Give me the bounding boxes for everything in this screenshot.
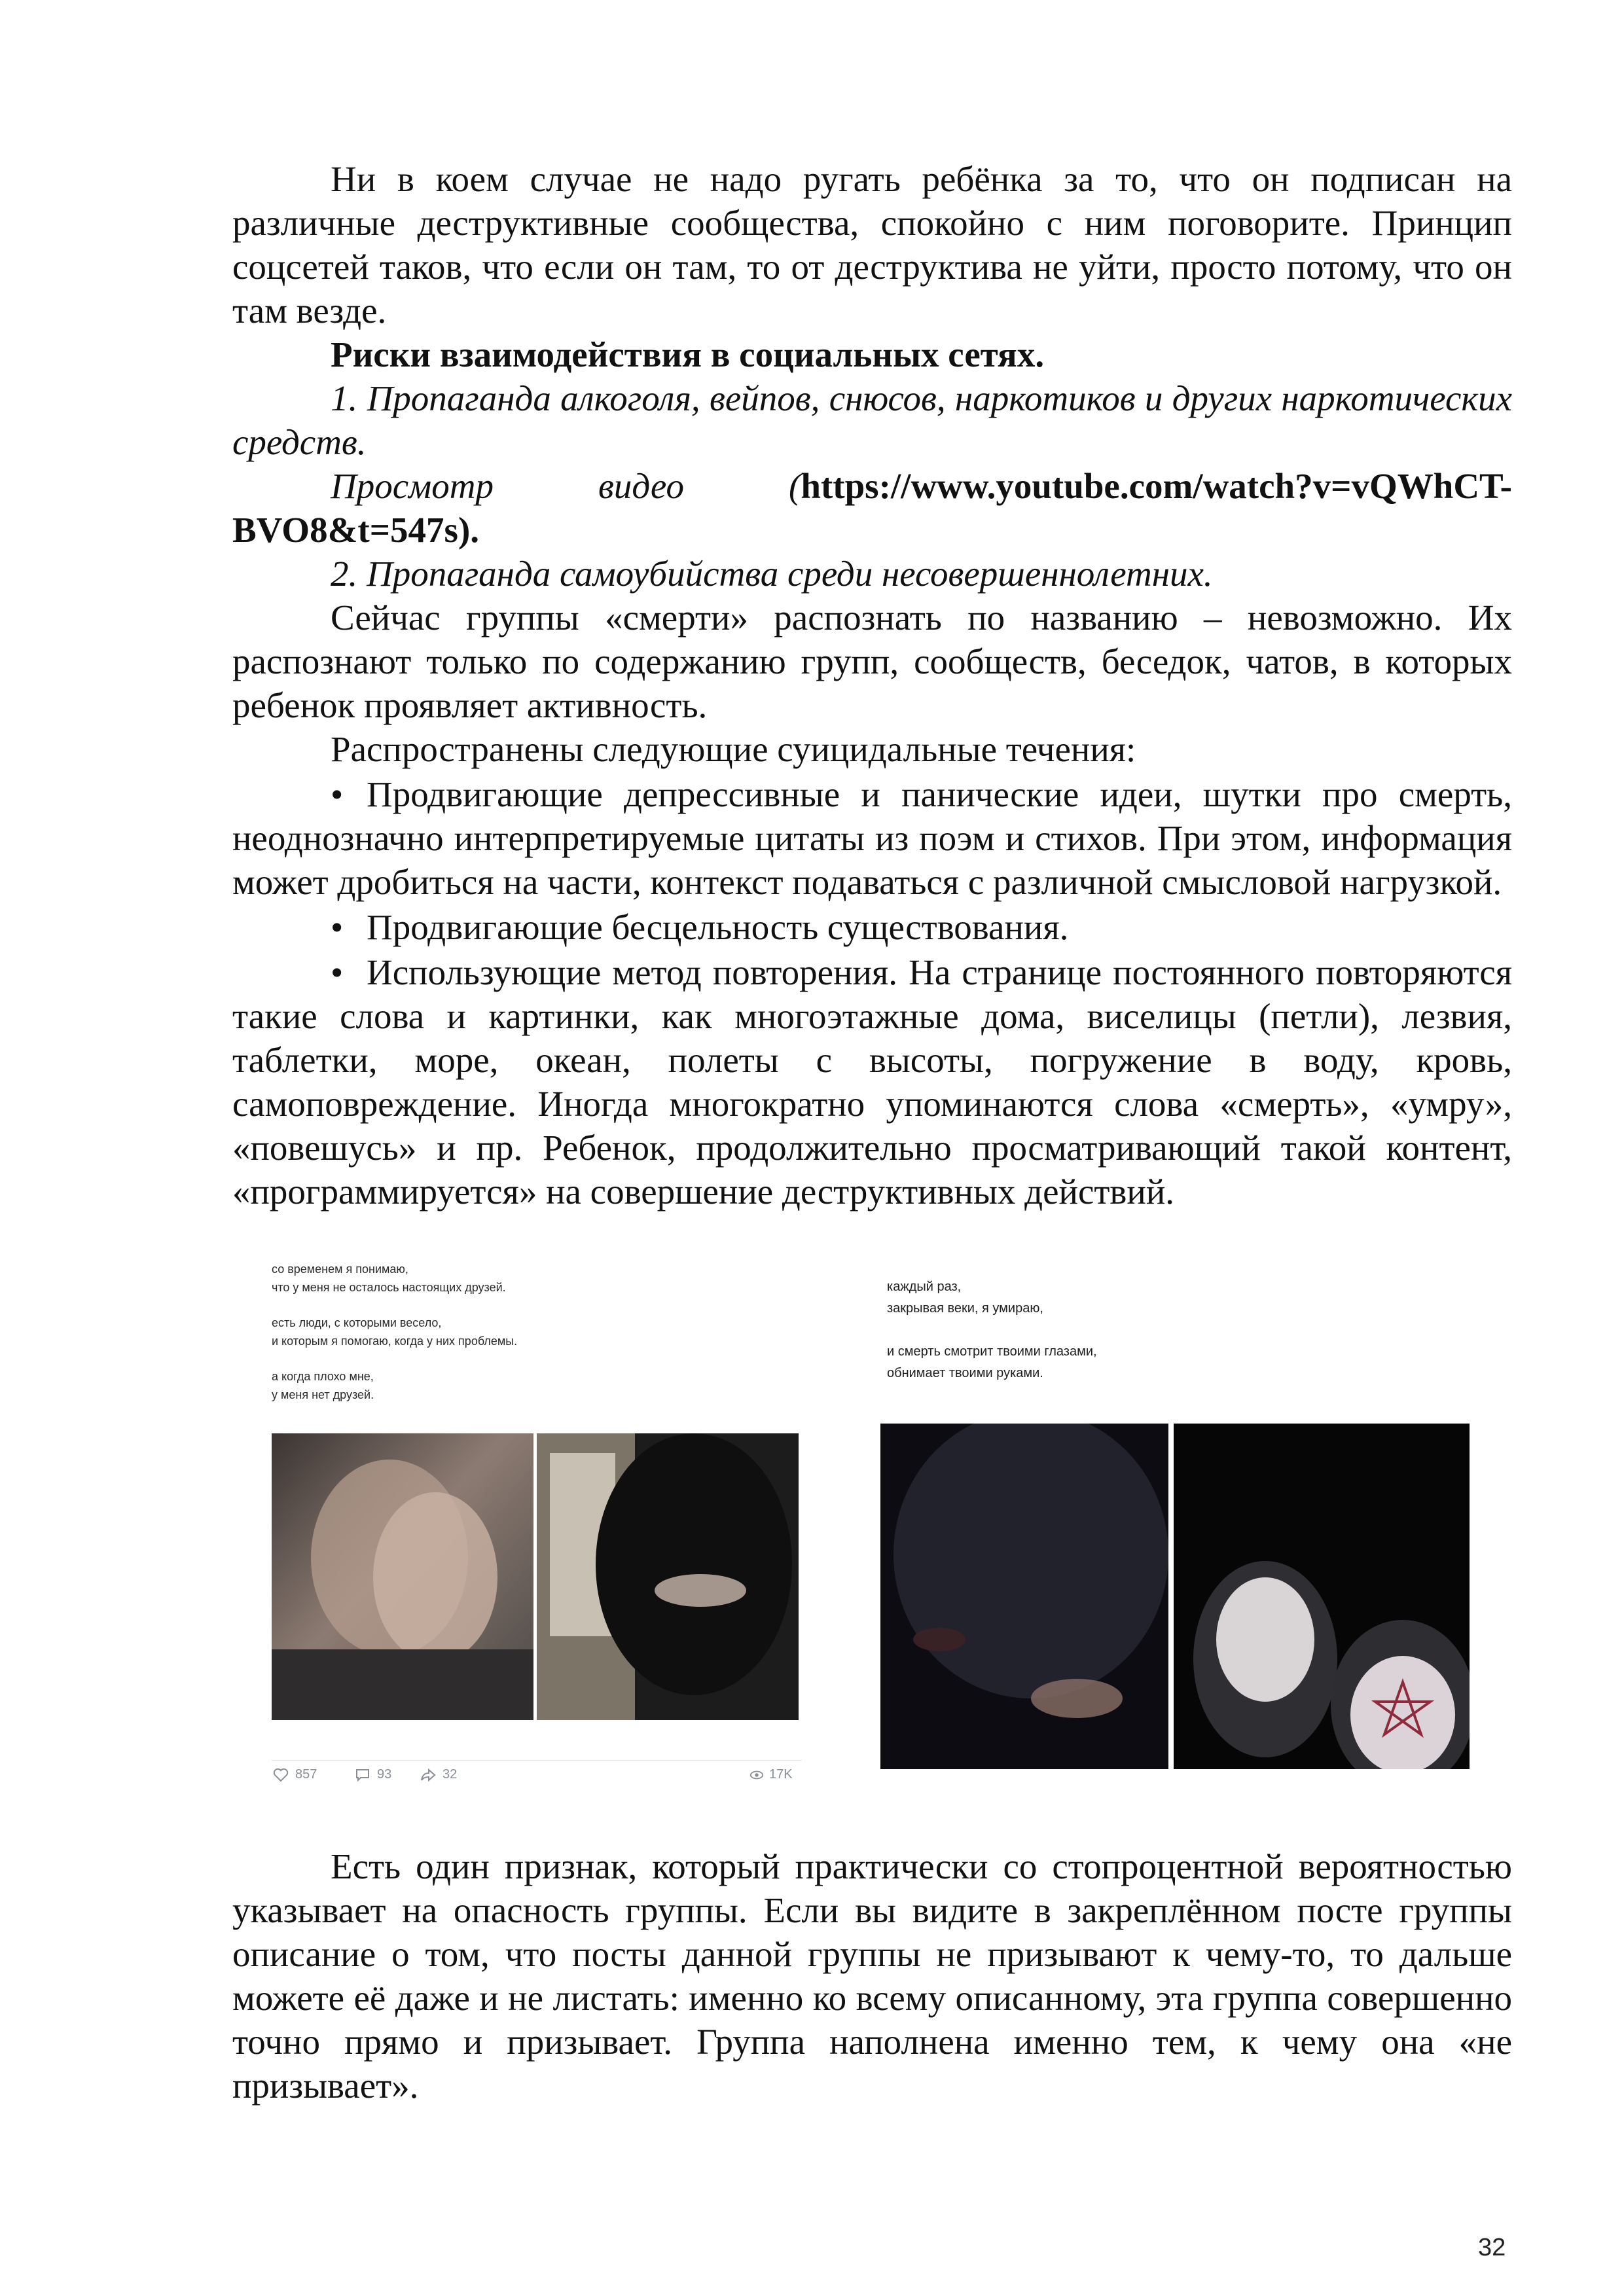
risk-item-1: 1. Пропаганда алкоголя, вейпов, снюсов, наркотиков и других наркотических средств. [232, 378, 1512, 462]
post-1-caption: со временем я понимаю, что у меня не осталось настоящих друзей. есть люди, с которыми весело, и которым я помогаю, когда у них проблемы. а когда плохо мне, у меня нет друзей. [272, 1263, 518, 1401]
paragraph-3: Распространены следующие суицидальные течения: [331, 729, 1136, 769]
bullet-item: • Использующие метод повторения. На странице постоянного повторяются такие слова и картинки, как многоэтажные дома, виселицы (петли), лезвия, таблетки, море, океан, полеты с высоты, погружение в воду, кровь, самоповреждение. Иногда многократно упоминаются слова «смерть», «умру», «повешусь» и пр. Ребенок, продолжительно просматривающий такой контент, «программируется» на совершение деструктивных действий. [232, 950, 1512, 1213]
comment-button[interactable]: 93 [353, 1767, 391, 1782]
video-link[interactable]: https://www.youtube.com/watch?v=vQWhCT-BVO8&t=547s). [232, 466, 1512, 550]
bullet-item: • Продвигающие бесцельность существования. [232, 905, 1512, 949]
bullet-item: • Продвигающие депрессивные и панические идеи, шутки про смерть, неоднозначно интерпретируемые цитаты из поэм и стихов. При этом, информация может дробиться на части, контекст подаваться с различной смысловой нагрузкой. [232, 772, 1512, 904]
example-posts [232, 1260, 1512, 1784]
comment-icon [353, 1768, 372, 1782]
closing-text [232, 1844, 1512, 2108]
bullet-dot-icon: • [331, 952, 344, 992]
post-2-photo-hands-dark [880, 1424, 1168, 1769]
social-post-1 [272, 1260, 802, 1784]
post-1-photo-crying-girl [272, 1433, 533, 1720]
post-1-photo-hooded-figure [537, 1433, 799, 1720]
paragraph-1: Ни в коем случае не надо ругать ребёнка за то, что он подписан на различные деструктивные сообщества, спокойно с ним поговорите. Принцип соцсетей таков, что если он там, то от деструктива не уйти, просто потому, что он там везде. [232, 159, 1512, 331]
post-2-photo-sneakers-dead [1174, 1424, 1470, 1769]
paragraph-4: Есть один признак, который практически со стопроцентной вероятностью указывает на опасность группы. Если вы видите в закреплённом посте группы описание о том, что посты данной группы не призывают к чему-то, то дальше можете её даже и не листать: именно ко всему описанному, эта группа совершенно точно прямо и призывает. Группа наполнена именно тем, к чему она «не призывает». [232, 1846, 1512, 2106]
share-arrow-icon [419, 1768, 437, 1782]
risk-item-2: 2. Пропаганда самоубийства среди несовершеннолетних. [331, 554, 1213, 594]
document-body [232, 157, 1512, 1213]
views-counter: 17K [749, 1767, 793, 1782]
share-button[interactable]: 32 [419, 1767, 457, 1782]
video-label: Просмотр видео ( [331, 466, 801, 506]
eye-icon [749, 1768, 764, 1782]
post-2-caption: каждый раз, закрывая веки, я умираю, и смерть смотрит твоими глазами, обнимает твоими руками. [887, 1280, 1097, 1380]
paragraph-2: Сейчас группы «смерти» распознать по названию – невозможно. Их распознают только по содержанию групп, сообществ, беседок, чатов, в которых ребенок проявляет активность. [232, 598, 1512, 725]
page-number: 32 [1478, 2234, 1506, 2261]
social-post-2 [880, 1260, 1470, 1784]
bullet-dot-icon: • [331, 907, 344, 947]
like-button[interactable]: 857 [272, 1767, 317, 1782]
video-line [232, 464, 1512, 552]
section-heading: Риски взаимодействия в социальных сетях. [331, 334, 1045, 374]
heart-icon [272, 1768, 290, 1782]
bullet-dot-icon: • [331, 774, 344, 814]
post-1-stats-bar [272, 1760, 802, 1780]
